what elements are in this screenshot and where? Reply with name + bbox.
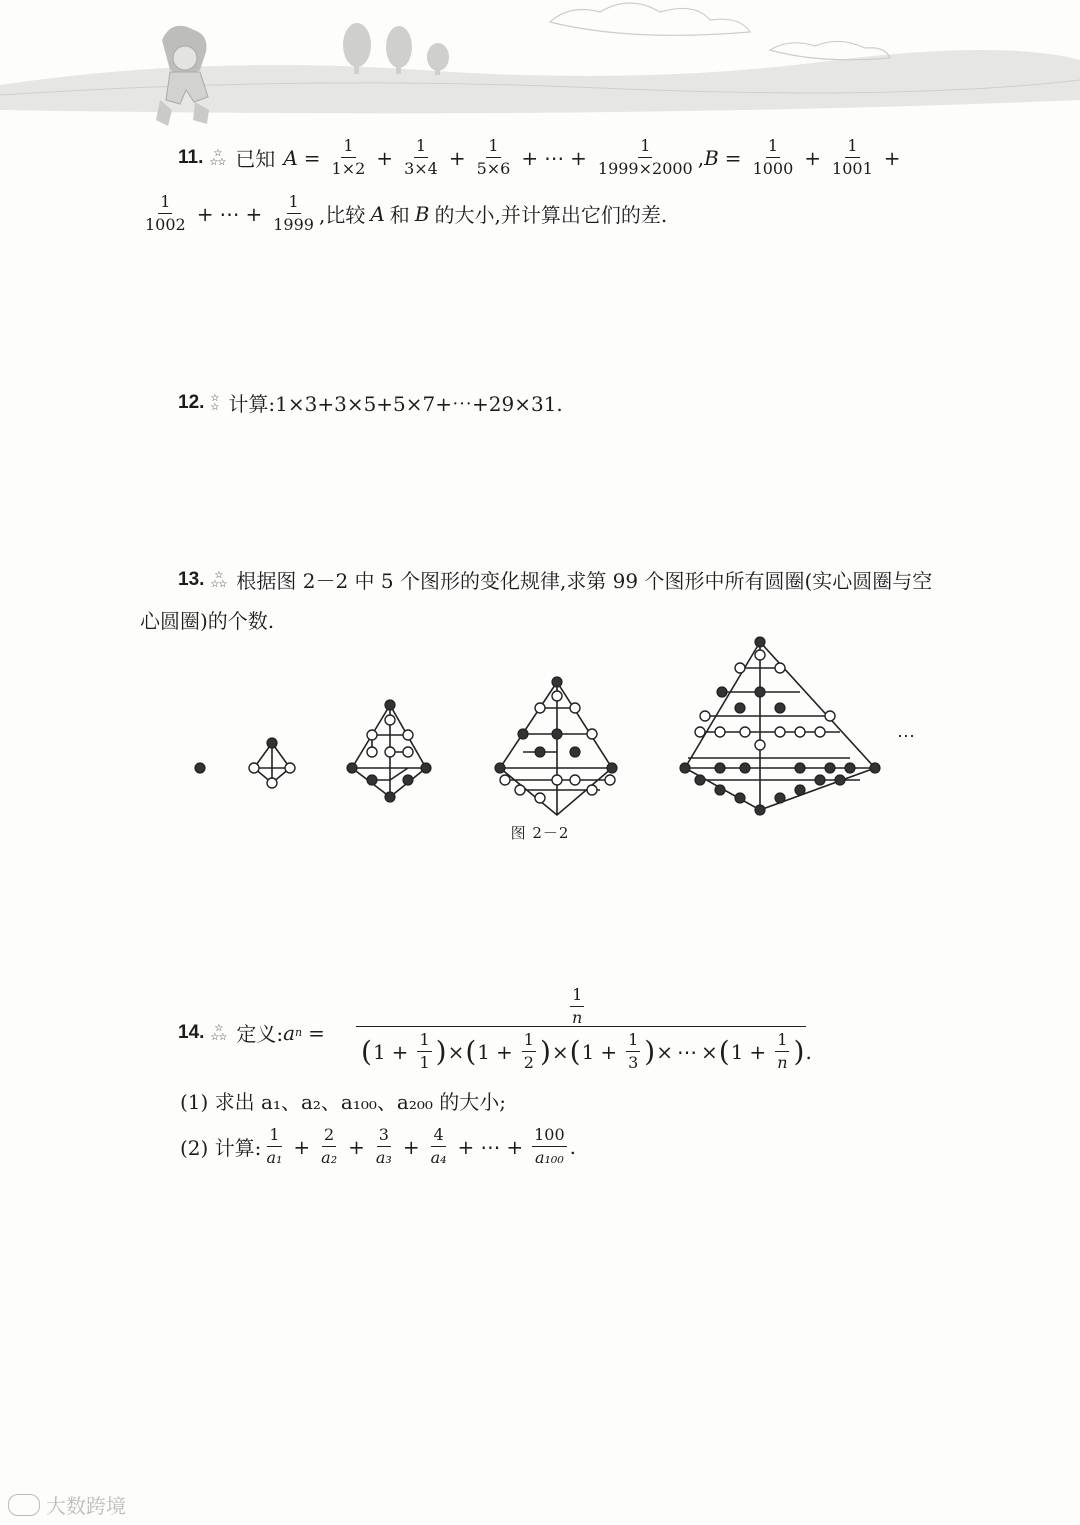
- question-number: 11.: [178, 146, 204, 168]
- main-fraction-bar: [356, 1026, 806, 1027]
- header-illustration: [0, 0, 1080, 135]
- top-fraction: $\frac{1}{n}$: [572, 985, 583, 1027]
- question-text: 的大小,并计算出它们的差.: [434, 203, 668, 227]
- question-number: 14.: [178, 1021, 205, 1043]
- plus-sign: +: [804, 145, 822, 170]
- var-a: a: [283, 1020, 296, 1045]
- comma: ,: [697, 145, 705, 170]
- equals-sign: =: [308, 1020, 325, 1045]
- question-number: 13.: [178, 568, 205, 590]
- var-a: A: [283, 145, 298, 170]
- var-b: B: [704, 145, 719, 170]
- var-b: B: [414, 201, 430, 226]
- question-text: 计算:1×3+3×5+5×7+⋯+29×31.: [228, 392, 563, 416]
- fraction: $\frac{1}{1\times 2}$: [331, 136, 366, 178]
- plus-sign: +: [196, 201, 214, 226]
- fraction: $\frac{1}{1999\times 2000}$: [597, 136, 693, 178]
- cloud-icon: [550, 3, 890, 60]
- var-a: A: [370, 201, 385, 226]
- tree-icon: [343, 23, 449, 75]
- denominator-product: ( 1 + $\frac{1}{1}$ ) × ( 1 + $\frac{1}{2}$ ) × ( 1 + $\frac{1}{3}$ ) × ⋯ × ( 1 + $\frac{1}{n}$ ) .: [361, 1030, 812, 1072]
- difficulty-stars-icon: ☆ ☆☆: [210, 1022, 227, 1043]
- plus-sign: +: [570, 145, 587, 170]
- figure-caption: 图 2－2: [510, 824, 570, 842]
- part-2: (2) 计算: $\frac{1}{\text{a₁}}$ + $\frac{2}{\text{a₂}}$ + $\frac{3}{\text{a₃}}$ + $\frac{4}{\text{a₄}}$ + ⋯ + $\frac{100}{\text{a₁₀₀}}$ .: [180, 1125, 576, 1167]
- equals-sign: =: [303, 145, 321, 170]
- ellipsis: ⋯: [544, 145, 565, 170]
- ellipsis: ⋯: [219, 201, 240, 226]
- question-text: ,比较: [318, 203, 366, 227]
- fraction: $\frac{1}{1999}$: [273, 192, 314, 234]
- part-2-label: (2) 计算:: [180, 1136, 262, 1160]
- difficulty-stars-icon: ☆ ☆☆: [210, 569, 227, 590]
- difficulty-stars-icon: ☆ ☆☆: [209, 147, 226, 168]
- difficulty-stars-icon: ☆ ☆: [210, 392, 219, 413]
- equals-sign: =: [724, 145, 742, 170]
- plus-sign: +: [521, 145, 539, 170]
- fraction: $\frac{1}{1002}$: [145, 192, 186, 234]
- fraction: $\frac{1}{1001}$: [832, 136, 873, 178]
- question-intro: 已知: [235, 147, 276, 171]
- part-1-text: (1) 求出 a₁、a₂、a₁₀₀、a₂₀₀ 的大小;: [180, 1090, 506, 1114]
- watermark-logo-icon: [8, 1494, 40, 1516]
- figure-ellipsis: ⋯: [897, 726, 915, 747]
- plus-sign: +: [376, 145, 394, 170]
- question-number: 12.: [178, 391, 205, 413]
- plus-sign: +: [245, 201, 263, 226]
- question-text: 心圆圈)的个数.: [140, 609, 275, 633]
- plus-sign: +: [883, 145, 901, 170]
- plus-sign: +: [448, 145, 466, 170]
- definition-label: 定义:: [236, 1022, 284, 1046]
- pattern-figure: [0, 630, 1080, 820]
- fraction: $\frac{1}{5\times 6}$: [476, 136, 511, 178]
- question-text: 和: [389, 203, 410, 227]
- fraction: $\frac{1}{3\times 4}$: [404, 136, 438, 178]
- watermark: 大数跨境: [8, 1490, 126, 1519]
- question-text: 根据图 2－2 中 5 个图形的变化规律,求第 99 个图形中所有圆圈(实心圆圈与空: [236, 569, 933, 593]
- fraction: $\frac{1}{1000}$: [752, 136, 794, 178]
